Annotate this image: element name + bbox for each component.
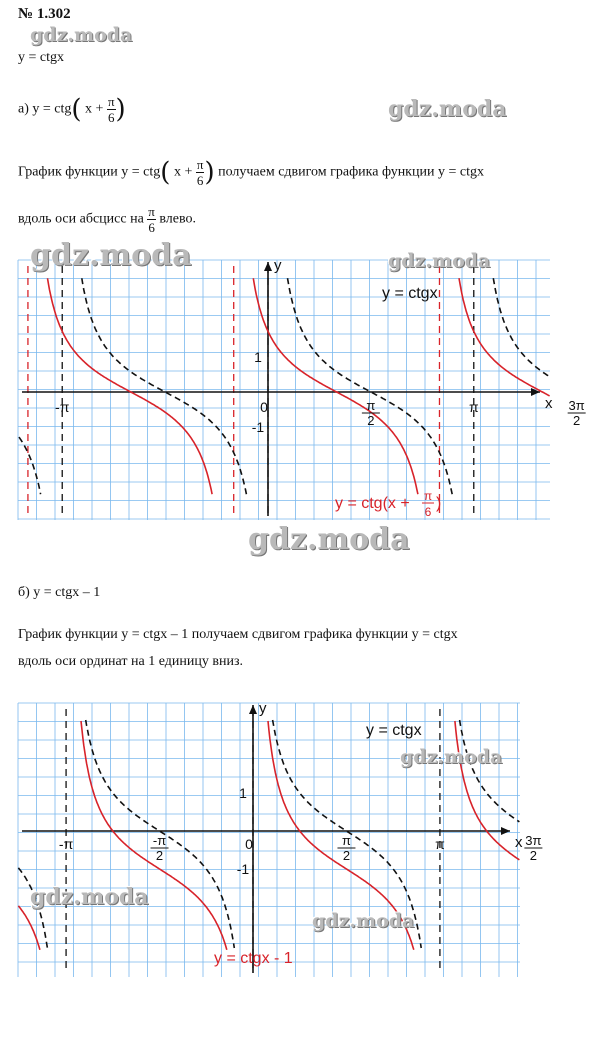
curve-ctgx bbox=[493, 278, 550, 377]
watermark: gdz.moda bbox=[30, 238, 192, 273]
x-axis-label: x bbox=[545, 395, 553, 412]
x-axis-label: x bbox=[515, 834, 523, 851]
tick-label-denominator: 2 bbox=[155, 848, 164, 863]
function-statement: y = ctgx bbox=[18, 50, 64, 65]
label-ctgx: y = ctgx bbox=[382, 285, 438, 302]
tick-label-one: 1 bbox=[254, 349, 262, 365]
tick-label-denominator: 2 bbox=[367, 413, 375, 428]
tick-label-minus-one: -1 bbox=[251, 419, 265, 435]
label-shifted-denominator: 6 bbox=[424, 505, 432, 519]
fraction-pi-6: $\frac{\pi}{6}$ bbox=[196, 157, 204, 188]
fraction-pi-6: $\frac{\pi}{6}$ bbox=[107, 94, 115, 125]
tick-label-denominator: 2 bbox=[342, 848, 351, 863]
tick-label-minus-one: -1 bbox=[236, 861, 250, 877]
y-axis-label: y bbox=[274, 257, 282, 274]
tick-label-denominator: 2 bbox=[529, 848, 538, 863]
tick-label-numerator: 3π bbox=[525, 833, 542, 848]
label-ctgx: y = ctgx bbox=[366, 722, 422, 739]
curve-shifted bbox=[253, 278, 418, 494]
tick-label: -π bbox=[58, 836, 74, 852]
tick-label-one: 1 bbox=[239, 785, 247, 801]
tick-label-numerator: 3π bbox=[568, 398, 585, 413]
part-a-inner: x + bbox=[85, 101, 104, 117]
y-axis-arrow bbox=[264, 262, 272, 271]
part-a-label: а) y = ctg bbox=[18, 101, 72, 117]
paren-close: ) bbox=[115, 94, 126, 125]
tick-label-denominator: 2 bbox=[573, 413, 581, 428]
x-axis-arrow bbox=[501, 827, 510, 835]
watermark: gdz.moda bbox=[400, 746, 503, 768]
graph-b bbox=[0, 695, 600, 995]
watermark: gdz.moda bbox=[388, 96, 507, 122]
label-shifted: y = ctg(x + bbox=[335, 495, 410, 512]
y-axis-arrow bbox=[249, 705, 257, 714]
part-b-description-line2: вдоль оси ординат на 1 единицу вниз. bbox=[18, 654, 243, 669]
tick-label: 0 bbox=[245, 836, 253, 852]
label-shifted: y = ctgx - 1 bbox=[214, 950, 293, 967]
tick-label-numerator: π bbox=[341, 833, 351, 848]
part-a-description-line2: вдоль оси абсцисс на $\frac{\pi}{6}$ влево. bbox=[18, 204, 197, 235]
watermark: gdz.moda bbox=[30, 884, 149, 910]
paren-open: ( bbox=[71, 94, 82, 125]
curve-ctgx bbox=[19, 437, 41, 494]
tick-label-numerator: π bbox=[366, 398, 376, 413]
tick-label-numerator: -π bbox=[152, 833, 167, 848]
part-b-heading: б) y = ctgx – 1 bbox=[18, 585, 101, 600]
label-shifted-numerator: π bbox=[423, 489, 433, 503]
tick-label: -π bbox=[55, 399, 70, 415]
y-axis-label: y bbox=[259, 700, 267, 717]
problem-number: № 1.302 bbox=[18, 6, 71, 22]
watermark: gdz.moda bbox=[30, 24, 133, 46]
label-shifted-close: ) bbox=[436, 495, 442, 512]
tick-label: π bbox=[468, 399, 479, 415]
watermark: gdz.moda bbox=[388, 250, 491, 272]
graph-a bbox=[0, 238, 600, 568]
watermark: gdz.moda bbox=[248, 522, 410, 557]
watermark: gdz.moda bbox=[312, 910, 415, 932]
fraction-pi-6: $\frac{\pi}{6}$ bbox=[148, 204, 155, 235]
part-b-description-line1: График функции y = ctgx – 1 получаем сдвигом графика функции y = ctgx bbox=[18, 627, 458, 642]
part-a-description-line1: График функции y = ctg( x + $\frac{\pi}{6}$ ) получаем сдвигом графика функции y = ctgx bbox=[18, 157, 484, 188]
curve-shifted bbox=[48, 278, 213, 494]
tick-label: π bbox=[435, 836, 445, 852]
part-a-heading bbox=[18, 95, 126, 124]
curve-ctgx bbox=[460, 720, 520, 822]
tick-label: 0 bbox=[260, 399, 268, 415]
